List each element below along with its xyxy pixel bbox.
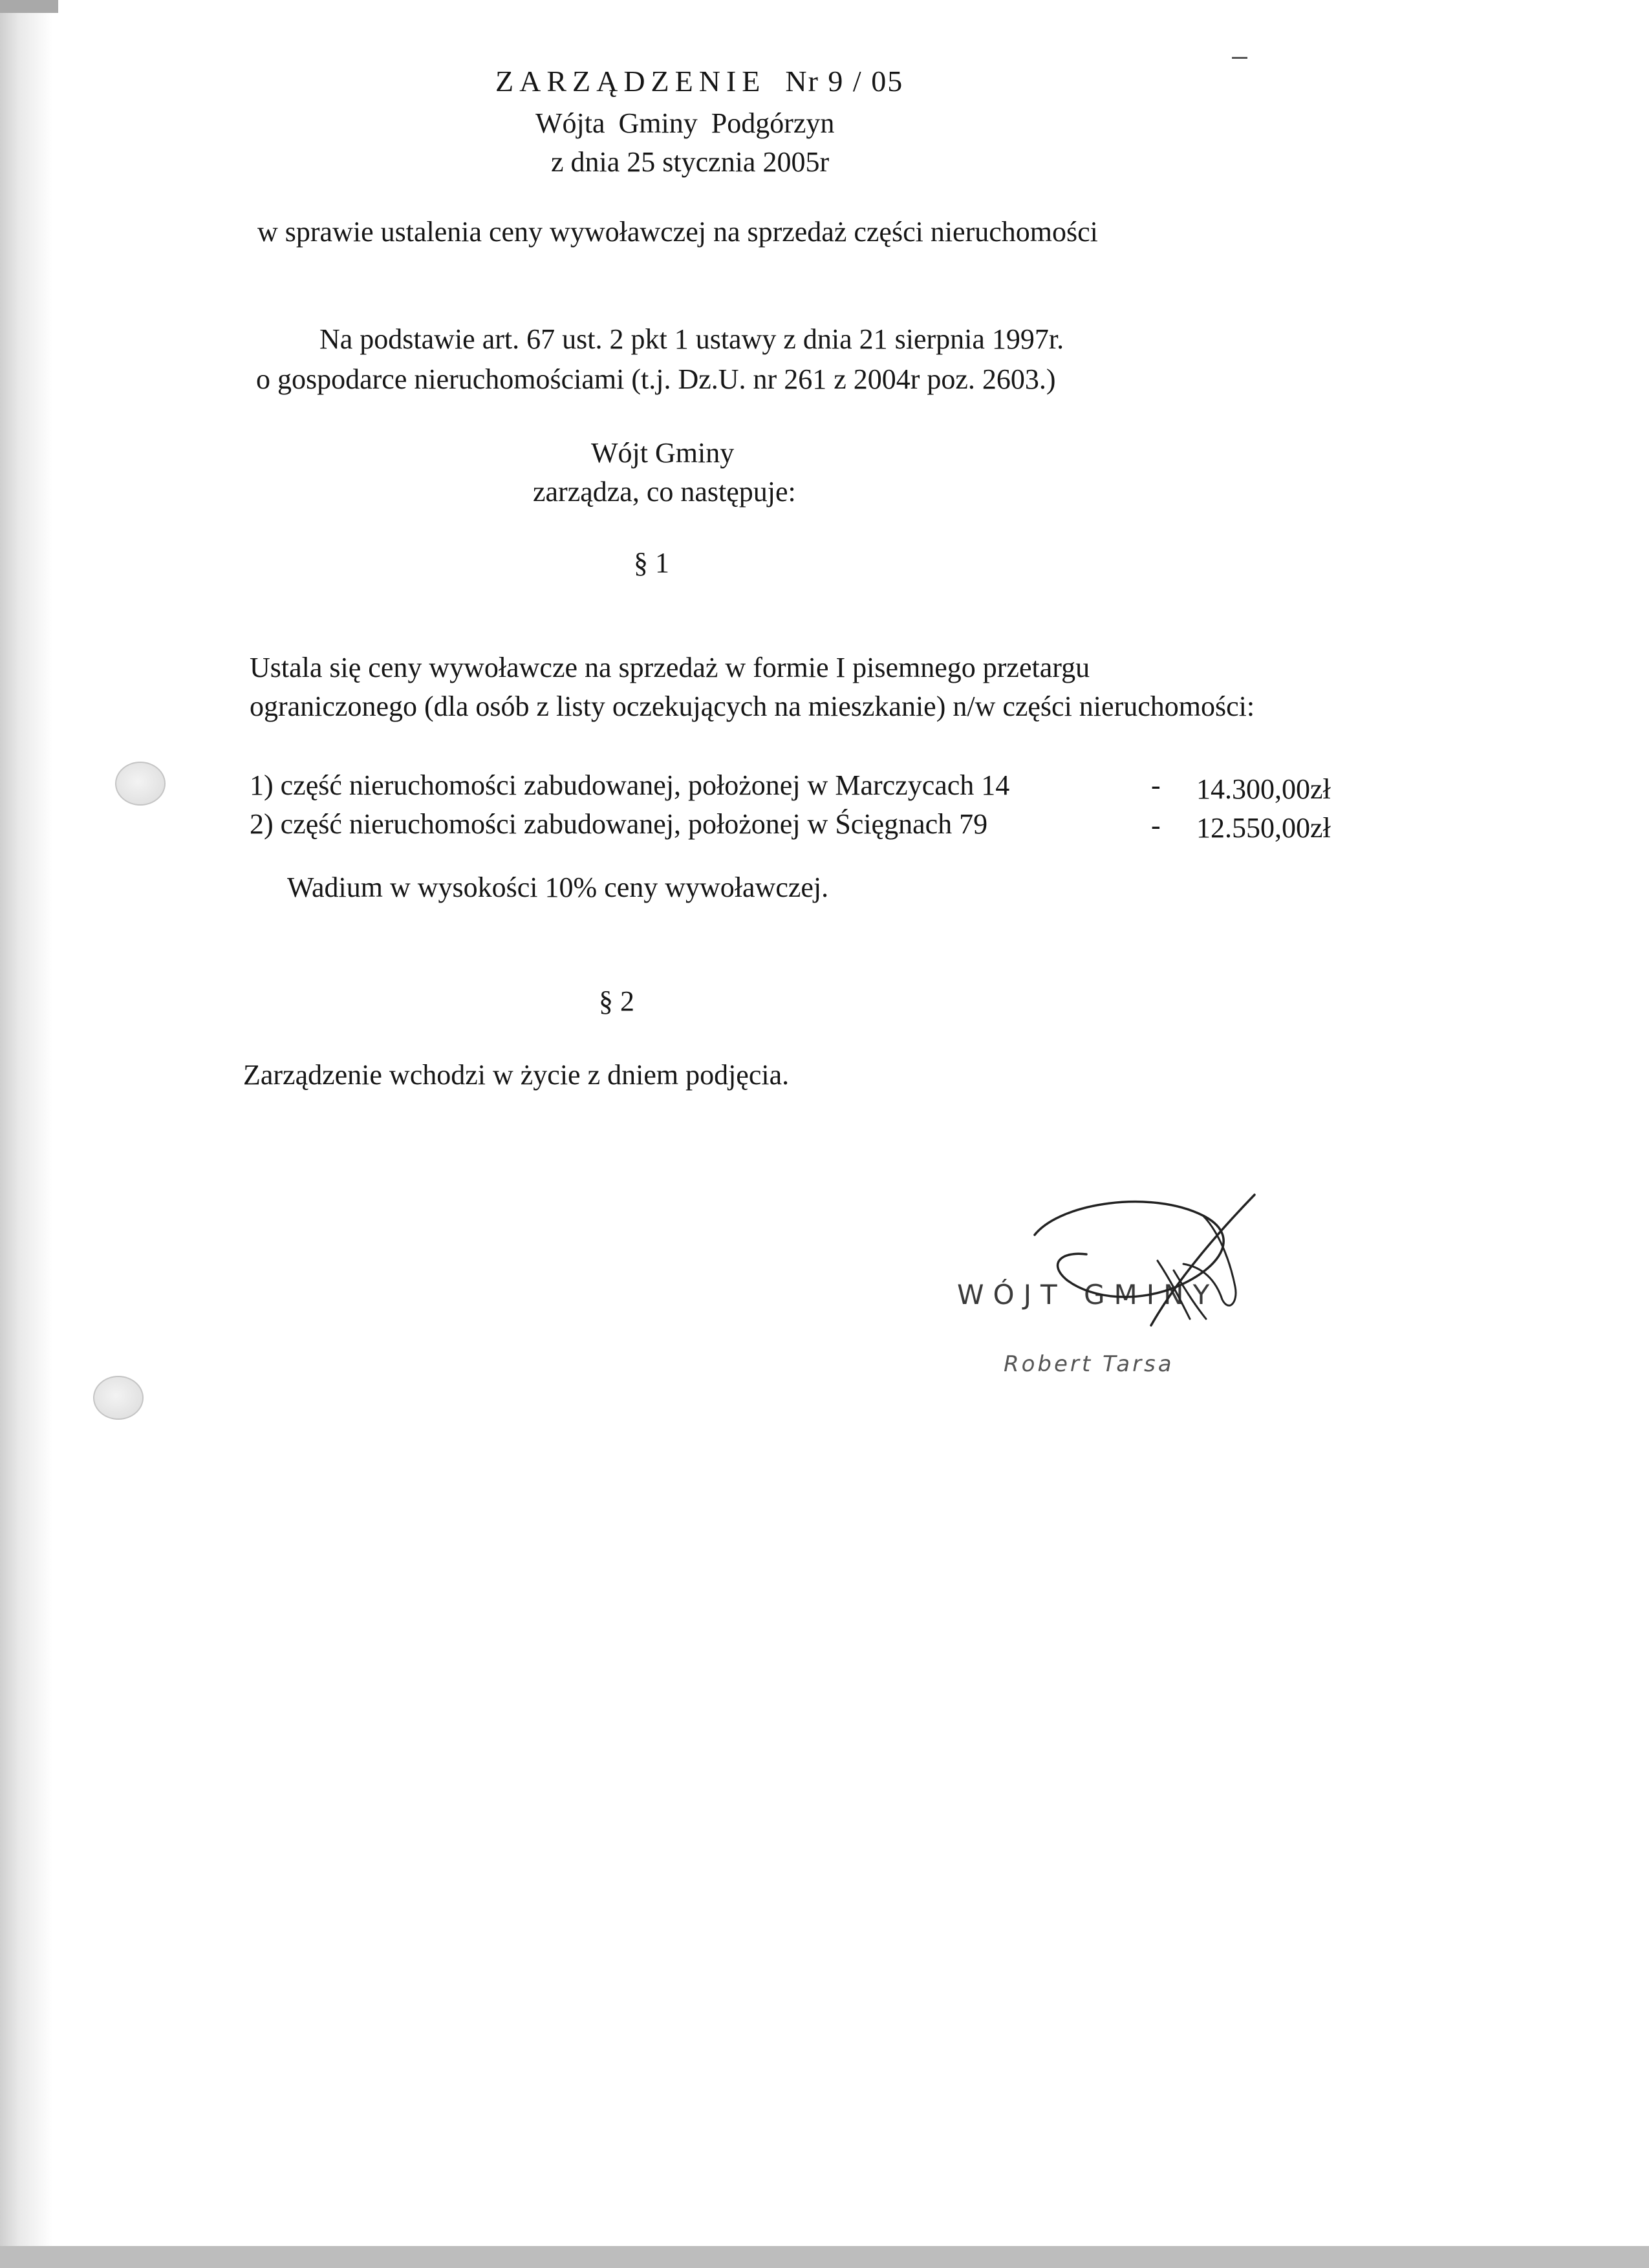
- section-1-paragraph-line-1: Ustala się ceny wywoławcze na sprzedaż w formie I pisemnego przetargu: [250, 652, 1090, 683]
- punch-hole-bottom: [93, 1376, 144, 1420]
- property-description: 1) część nieruchomości zabudowanej, położonej w Marczycach 14: [250, 769, 1010, 801]
- section-1-paragraph-line-2: ograniczonego (dla osób z listy oczekujących na mieszkanie) n/w części nieruchomości:: [250, 690, 1255, 722]
- stamp-title: WÓJT GMINY: [957, 1279, 1219, 1311]
- list-dash: -: [1151, 809, 1161, 841]
- punch-hole-top: [115, 762, 166, 806]
- scan-bottom-edge: [0, 2246, 1649, 2268]
- scan-mark: [1232, 57, 1247, 59]
- section-2-heading: § 2: [599, 985, 634, 1017]
- decree-authority: Wójt Gminy: [591, 437, 735, 469]
- list-item: [250, 808, 987, 841]
- issuer-line: Wójta Gminy Podgórzyn: [535, 107, 835, 139]
- scan-corner-shadow: [0, 0, 58, 13]
- price-value: 12.550,00zł: [1196, 812, 1331, 844]
- price-value: 14.300,00zł: [1196, 773, 1331, 805]
- document-type: ZARZĄDZENIE: [495, 65, 766, 98]
- handwritten-signature: [1009, 1190, 1280, 1345]
- document-title: [495, 65, 903, 99]
- document-number: Nr 9 / 05: [785, 65, 904, 98]
- legal-basis-line-2: o gospodarce nieruchomościami (t.j. Dz.U. nr 261 z 2004r poz. 2603.): [256, 363, 1056, 395]
- section-1-heading: § 1: [634, 547, 669, 579]
- deposit-line: Wadium w wysokości 10% ceny wywoławczej.: [287, 872, 829, 903]
- property-description: 2) część nieruchomości zabudowanej, położonej w Ścięgnach 79: [250, 808, 988, 840]
- decree-statement: zarządza, co następuje:: [533, 476, 796, 508]
- date-line: z dnia 25 stycznia 2005r: [551, 146, 830, 178]
- legal-basis-line-1: Na podstawie art. 67 ust. 2 pkt 1 ustawy z dnia 21 sierpnia 1997r.: [319, 323, 1064, 355]
- section-2-text: Zarządzenie wchodzi w życie z dniem podjęcia.: [243, 1059, 790, 1091]
- list-item: [250, 769, 1009, 802]
- subject-line: w sprawie ustalenia ceny wywoławczej na sprzedaż części nieruchomości: [257, 216, 1098, 248]
- list-dash: -: [1151, 769, 1161, 801]
- scan-left-edge: [0, 0, 53, 2268]
- stamp-name: Robert Tarsa: [1004, 1351, 1174, 1377]
